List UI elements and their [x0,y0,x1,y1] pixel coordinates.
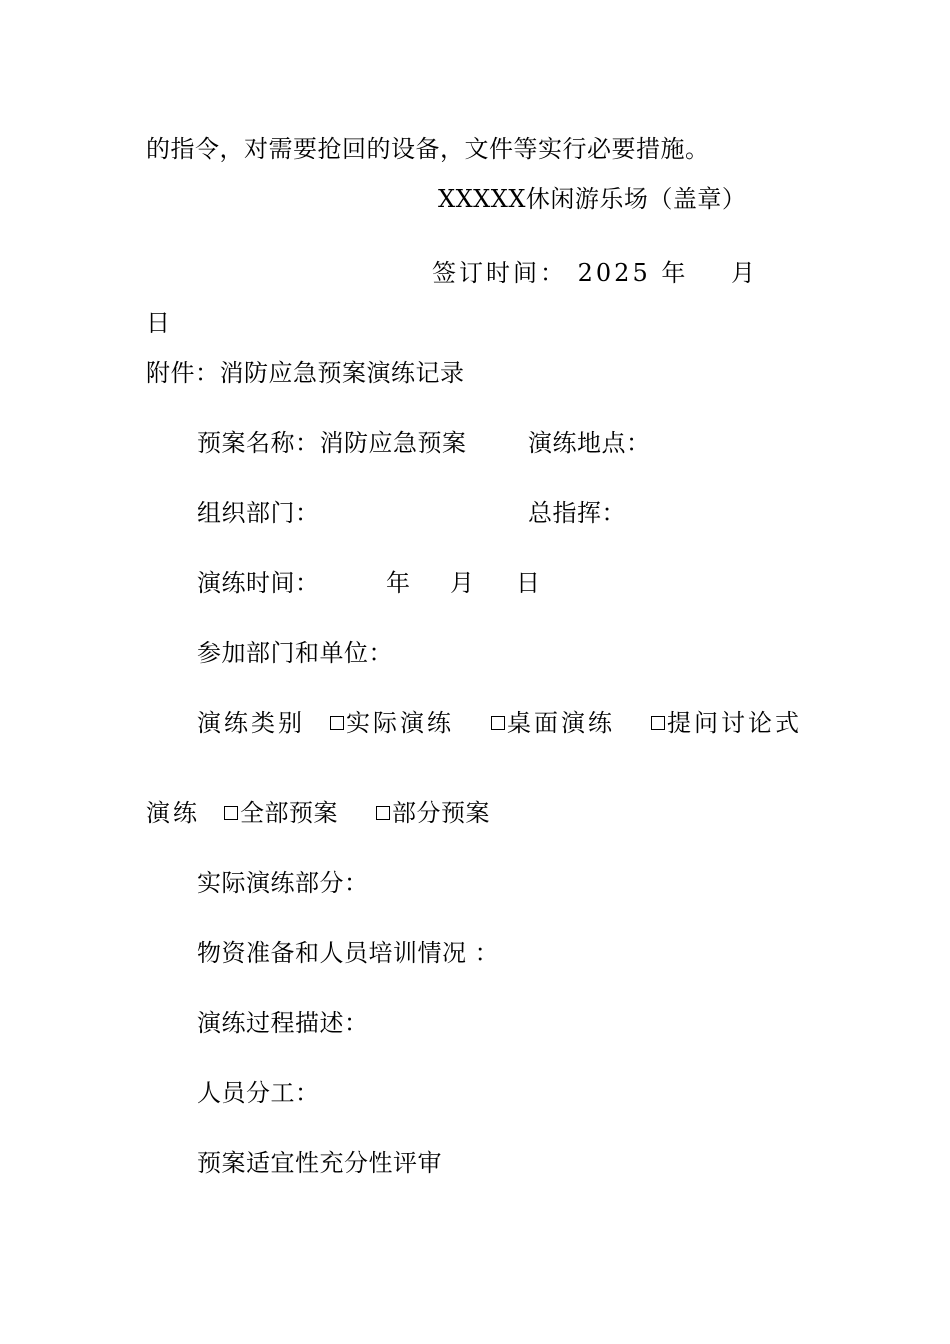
roles-label: 人员分工： [197,1079,320,1107]
signing-date-line [432,258,688,288]
drill-type-option-tabletop[interactable] [491,708,615,738]
signing-year-unit: 年 [661,259,689,287]
seal-organization: XXXXX休闲游乐场（盖章） [438,185,747,213]
drill-wrap-label: 演练 [146,799,200,827]
drill-day-unit: 日 [516,569,541,597]
drill-type-label-tabletop: 桌面演练 [507,709,615,737]
signing-month-unit: 月 [731,259,756,287]
drill-type-option-actual[interactable] [330,708,454,738]
actual-drill-label: 实际演练部分： [197,869,369,897]
location-label: 演练地点： [528,429,651,457]
signing-day-unit: 日 [146,309,171,337]
plan-scope-option-full[interactable] [224,798,338,828]
signing-label: 签订时间： [432,259,567,287]
department-label: 组织部门： [197,499,320,527]
checkbox-icon[interactable] [330,716,344,730]
preparation-label: 物资准备和人员培训情况 ： [197,939,500,967]
drill-month-unit: 月 [450,569,475,597]
attachment-title: 附件：消防应急预案演练记录 [146,359,465,387]
commander-label: 总指挥： [528,499,626,527]
plan-name-field [197,428,467,458]
checkbox-icon[interactable] [651,716,665,730]
checkbox-icon[interactable] [491,716,505,730]
plan-scope-label-partial: 部分预案 [392,799,490,827]
continuation-text: 的指令，对需要抢回的设备，文件等实行必要措施。 [146,135,710,163]
drill-year-unit: 年 [386,569,411,597]
plan-name-label: 预案名称： [197,429,320,457]
process-label: 演练过程描述： [197,1009,369,1037]
checkbox-icon[interactable] [224,806,238,820]
drill-time-label: 演练时间： [197,569,320,597]
review-label: 预案适宜性充分性评审 [197,1149,442,1177]
drill-type-label: 演练类别 [197,709,305,737]
drill-type-label-discussion: 提问讨论式 [667,709,802,737]
plan-scope-option-partial[interactable] [376,798,490,828]
plan-name-value: 消防应急预案 [319,429,467,457]
participants-label: 参加部门和单位： [197,639,393,667]
drill-type-label-actual: 实际演练 [346,709,454,737]
signing-year: 2025 [577,259,651,287]
plan-scope-label-full: 全部预案 [240,799,338,827]
checkbox-icon[interactable] [376,806,390,820]
drill-type-option-discussion[interactable] [651,708,802,738]
